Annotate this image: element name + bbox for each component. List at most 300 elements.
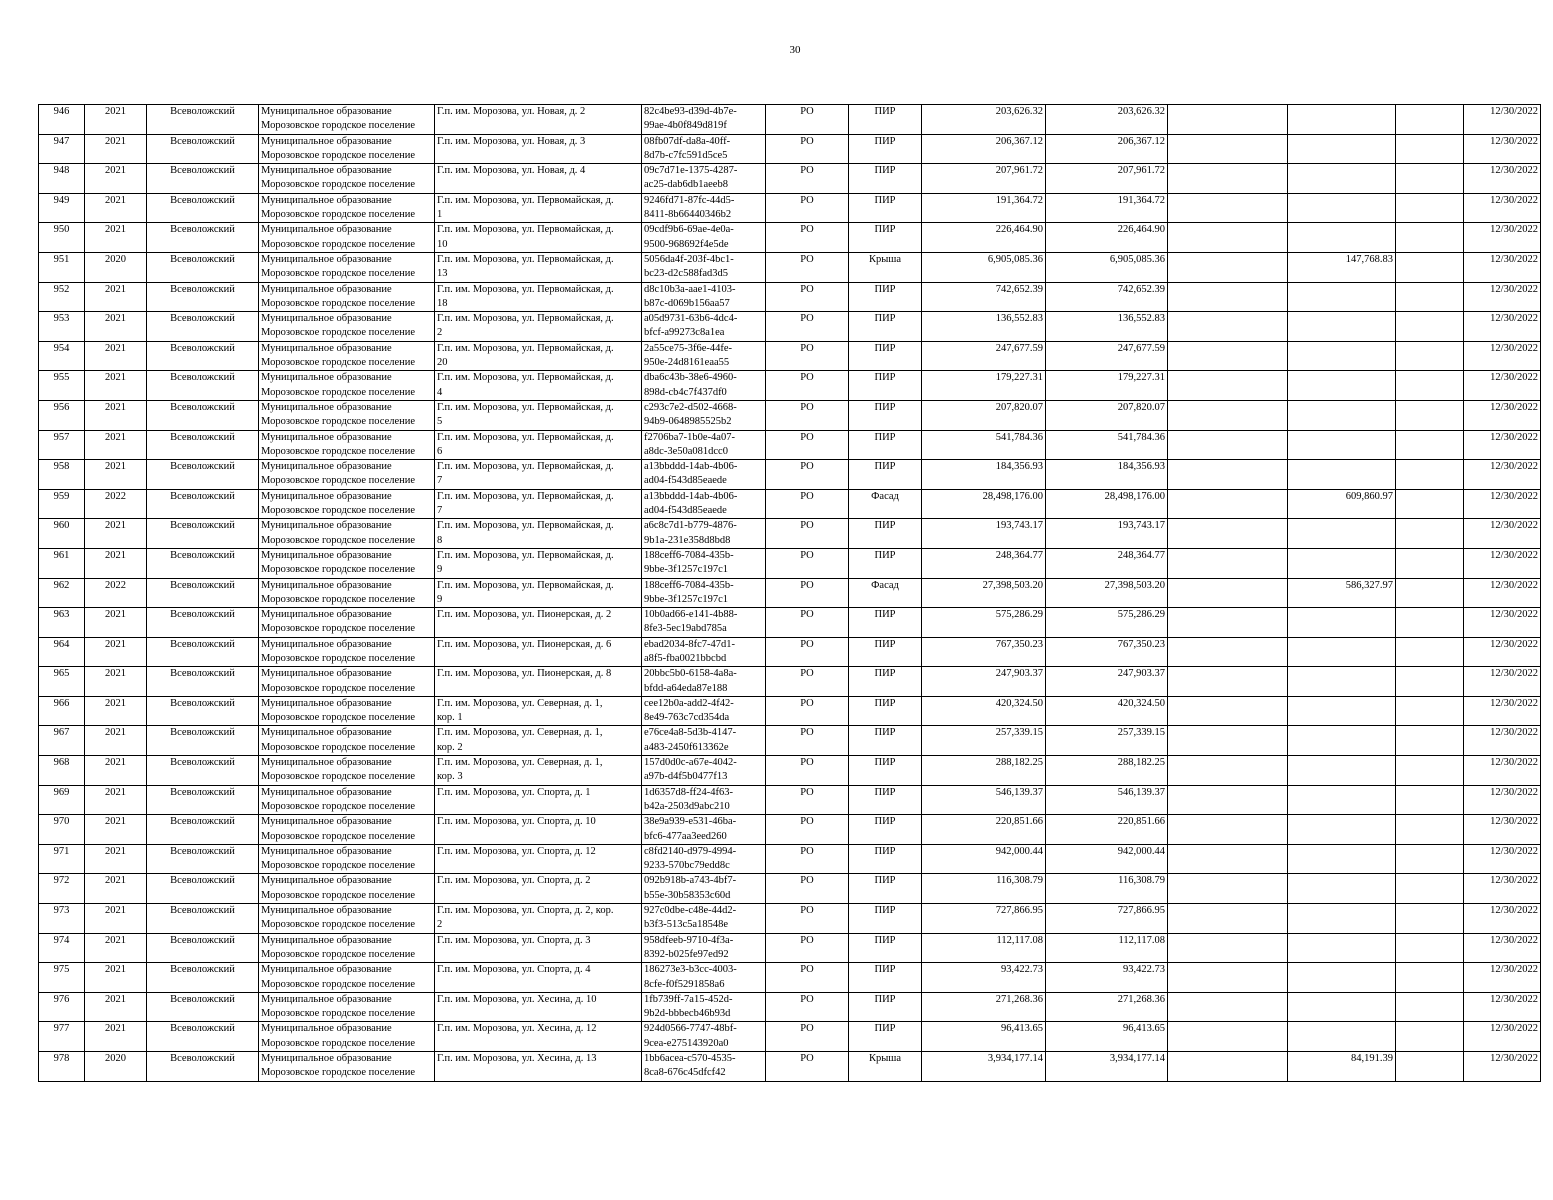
district-cell-line: Всеволожский [170, 638, 235, 650]
year-cell [85, 963, 147, 993]
cost-total-cell-line: 184,356.93 [1117, 461, 1165, 473]
municipality-cell-line: Муниципальное образование [261, 638, 392, 650]
cost-cell-line: 136,552.83 [995, 313, 1043, 325]
district-cell-line: Всеволожский [170, 549, 235, 561]
year-cell [85, 992, 147, 1022]
cost-total-cell [1046, 815, 1168, 845]
row-number [39, 460, 85, 490]
extra-cell-1 [1168, 223, 1288, 253]
address-cell [435, 134, 642, 164]
guid-cell-line: ad04-f543d85eaede [644, 475, 727, 487]
table-row [39, 252, 1541, 282]
source-cell [766, 608, 849, 638]
address-cell-line: 13 [437, 268, 448, 280]
row-number-line: 972 [53, 875, 70, 887]
guid-cell-line: 8392-b025fe97ed92 [644, 948, 729, 960]
guid-cell-line: 9246fd71-87fc-44d5- [644, 194, 735, 206]
municipality-cell-line: Морозовское городское поселение [261, 978, 416, 990]
table-row [39, 785, 1541, 815]
address-cell [435, 756, 642, 786]
supervision-cost-cell [1288, 608, 1396, 638]
row-number [39, 252, 85, 282]
work-type-cell [849, 1022, 922, 1052]
date-cell [1464, 400, 1541, 430]
source-cell [766, 105, 849, 135]
cost-cell-line: 3,934,177.14 [987, 1053, 1043, 1064]
municipality-cell-line: Муниципальное образование [261, 283, 392, 295]
municipality-cell-line: Муниципальное образование [261, 342, 392, 354]
extra-cell-1 [1168, 134, 1288, 164]
guid-cell [642, 933, 766, 963]
cost-cell [922, 578, 1046, 608]
work-type-cell-line: ПИР [874, 816, 896, 828]
supervision-cost-cell [1288, 489, 1396, 519]
municipality-cell-line: Муниципальное образование [261, 816, 392, 828]
source-cell [766, 992, 849, 1022]
guid-cell-line: bfc6-477aa3eed260 [644, 830, 727, 842]
cost-cell-line: 742,652.39 [995, 283, 1043, 295]
district-cell-line: Всеволожский [170, 461, 235, 473]
supervision-cost-cell [1288, 785, 1396, 815]
row-number [39, 371, 85, 401]
year-cell-line: 2021 [105, 609, 126, 621]
extra-cell-1 [1168, 933, 1288, 963]
cost-cell [922, 371, 1046, 401]
date-cell-line: 12/30/2022 [1490, 816, 1538, 828]
guid-cell-line: a8dc-3e50a081dcc0 [644, 445, 728, 457]
year-cell-line: 2020 [105, 253, 126, 265]
work-type-cell [849, 489, 922, 519]
year-cell [85, 815, 147, 845]
year-cell [85, 1052, 147, 1082]
cost-total-cell-line: 27,398,503.20 [1104, 579, 1165, 591]
date-cell-line: 12/30/2022 [1490, 727, 1538, 739]
year-cell [85, 282, 147, 312]
row-number-line: 966 [53, 697, 70, 709]
district-cell [147, 548, 259, 578]
district-cell [147, 637, 259, 667]
municipality-cell-line: Муниципальное образование [261, 934, 392, 946]
address-cell-line: Г.п. им. Морозова, ул. Пионерская, д. 2 [437, 609, 612, 621]
date-cell-line: 12/30/2022 [1490, 461, 1538, 473]
table-row [39, 519, 1541, 549]
year-cell-line: 2021 [105, 786, 126, 798]
municipality-cell-line: Муниципальное образование [261, 549, 392, 561]
cost-cell-line: 184,356.93 [995, 461, 1043, 473]
work-type-cell-line: ПИР [874, 431, 896, 443]
cost-cell-line: 541,784.36 [995, 431, 1043, 443]
extra-cell-3 [1396, 992, 1464, 1022]
extra-cell-3 [1396, 696, 1464, 726]
municipality-cell-line: Морозовское городское поселение [261, 475, 416, 487]
guid-cell-line: ad04-f543d85eaede [644, 505, 727, 517]
row-number-line: 969 [53, 786, 70, 798]
district-cell [147, 667, 259, 697]
municipality-cell-line: Морозовское городское поселение [261, 1008, 416, 1020]
cost-cell-line: 247,903.37 [995, 668, 1043, 680]
row-number [39, 726, 85, 756]
district-cell [147, 608, 259, 638]
work-type-cell [849, 371, 922, 401]
address-cell-line: 4 [437, 386, 443, 398]
guid-cell-line: 82c4be93-d39d-4b7e- [644, 106, 737, 117]
year-cell-line: 2021 [105, 697, 126, 709]
address-cell [435, 105, 642, 135]
page-number: 30 [789, 44, 801, 56]
guid-cell [642, 578, 766, 608]
municipality-cell-line: Муниципальное образование [261, 697, 392, 709]
guid-cell-line: 958dfeeb-9710-4f3a- [644, 934, 734, 946]
municipality-cell [259, 904, 435, 934]
row-number-line: 947 [53, 135, 70, 147]
municipality-cell [259, 312, 435, 342]
guid-cell-line: 1d6357d8-ff24-4f63- [644, 786, 734, 798]
municipality-cell-line: Муниципальное образование [261, 609, 392, 621]
year-cell-line: 2021 [105, 520, 126, 532]
cost-cell-line: 727,866.95 [995, 905, 1043, 917]
source-cell-line: РО [800, 342, 814, 354]
date-cell-line: 12/30/2022 [1490, 964, 1538, 976]
year-cell-line: 2021 [105, 638, 126, 650]
date-cell-line: 12/30/2022 [1490, 1023, 1538, 1035]
municipality-cell-line: Морозовское городское поселение [261, 416, 416, 428]
cost-cell [922, 1052, 1046, 1082]
extra-cell-3 [1396, 963, 1464, 993]
year-cell-line: 2021 [105, 135, 126, 147]
cost-total-cell-line: 220,851.66 [1117, 816, 1165, 828]
year-cell-line: 2021 [105, 165, 126, 177]
date-cell [1464, 785, 1541, 815]
guid-cell [642, 726, 766, 756]
cost-total-cell [1046, 933, 1168, 963]
address-cell-line: Г.п. им. Морозова, ул. Спорта, д. 2 [437, 875, 591, 887]
row-number-line: 954 [53, 342, 70, 354]
cost-total-cell [1046, 1022, 1168, 1052]
table-row [39, 1022, 1541, 1052]
address-cell [435, 874, 642, 904]
guid-cell-line: 188ceff6-7084-435b- [644, 579, 734, 591]
source-cell [766, 312, 849, 342]
date-cell [1464, 223, 1541, 253]
date-cell [1464, 963, 1541, 993]
date-cell [1464, 756, 1541, 786]
cost-total-cell [1046, 400, 1168, 430]
source-cell-line: РО [800, 934, 814, 946]
municipality-cell-line: Морозовское городское поселение [261, 741, 416, 753]
date-cell-line: 12/30/2022 [1490, 313, 1538, 325]
district-cell [147, 134, 259, 164]
extra-cell-1 [1168, 164, 1288, 194]
work-type-cell [849, 460, 922, 490]
district-cell [147, 1052, 259, 1082]
municipality-cell [259, 519, 435, 549]
source-cell-line: РО [800, 964, 814, 976]
cost-total-cell [1046, 904, 1168, 934]
date-cell [1464, 312, 1541, 342]
district-cell-line: Всеволожский [170, 253, 235, 265]
cost-total-cell [1046, 637, 1168, 667]
district-cell-line: Всеволожский [170, 727, 235, 739]
row-number-line: 955 [53, 372, 70, 384]
table-row [39, 696, 1541, 726]
row-number [39, 785, 85, 815]
supervision-cost-cell [1288, 637, 1396, 667]
supervision-cost-cell [1288, 815, 1396, 845]
table-body [39, 105, 1541, 1082]
cost-cell [922, 105, 1046, 135]
guid-cell-line: c8fd2140-d979-4994- [644, 845, 737, 857]
district-cell-line: Всеволожский [170, 964, 235, 976]
municipality-cell [259, 1022, 435, 1052]
district-cell [147, 963, 259, 993]
district-cell [147, 726, 259, 756]
row-number [39, 963, 85, 993]
guid-cell-line: 1fb739ff-7a15-452d- [644, 993, 733, 1005]
row-number-line: 953 [53, 313, 70, 325]
address-cell-line: 9 [437, 593, 443, 605]
date-cell-line: 12/30/2022 [1490, 224, 1538, 236]
district-cell [147, 756, 259, 786]
cost-total-cell [1046, 963, 1168, 993]
extra-cell-1 [1168, 460, 1288, 490]
cost-cell-line: 27,398,503.20 [982, 579, 1043, 591]
guid-cell [642, 637, 766, 667]
work-type-cell [849, 608, 922, 638]
district-cell-line: Всеволожский [170, 786, 235, 798]
date-cell-line: 12/30/2022 [1490, 401, 1538, 413]
work-type-cell-line: Крыша [868, 1053, 902, 1064]
guid-cell-line: 8cfe-f0f5291858a6 [644, 978, 725, 990]
address-cell [435, 489, 642, 519]
address-cell-line: Г.п. им. Морозова, ул. Хесина, д. 12 [437, 1023, 597, 1035]
guid-cell-line: 1bb6acea-c570-4535- [644, 1053, 736, 1064]
year-cell [85, 460, 147, 490]
address-cell-line: Г.п. им. Морозова, ул. Новая, д. 3 [437, 135, 586, 147]
district-cell [147, 874, 259, 904]
municipality-cell-line: Морозовское городское поселение [261, 712, 416, 724]
extra-cell-3 [1396, 371, 1464, 401]
address-cell-line: Г.п. им. Морозова, ул. Первомайская, д. [437, 520, 614, 532]
municipality-cell-line: Морозовское городское поселение [261, 386, 416, 398]
guid-cell-line: ac25-dab6db1aeeb8 [644, 179, 728, 191]
work-type-cell-line: ПИР [874, 135, 896, 147]
row-number [39, 667, 85, 697]
work-type-cell-line: ПИР [874, 668, 896, 680]
district-cell-line: Всеволожский [170, 165, 235, 177]
work-type-cell-line: ПИР [874, 342, 896, 354]
municipality-cell-line: Морозовское городское поселение [261, 505, 416, 517]
source-cell-line: РО [800, 520, 814, 532]
address-cell-line: Г.п. им. Морозова, ул. Пионерская, д. 8 [437, 668, 612, 680]
extra-cell-3 [1396, 637, 1464, 667]
cost-cell [922, 312, 1046, 342]
guid-cell-line: b87c-d069b156aa57 [644, 297, 730, 309]
district-cell-line: Всеволожский [170, 520, 235, 532]
extra-cell-1 [1168, 252, 1288, 282]
year-cell-line: 2021 [105, 668, 126, 680]
guid-cell-line: 08fb07df-da8a-40ff- [644, 135, 731, 147]
year-cell [85, 252, 147, 282]
cost-cell-line: 93,422.73 [1001, 964, 1043, 976]
address-cell [435, 992, 642, 1022]
work-type-cell [849, 548, 922, 578]
row-number [39, 578, 85, 608]
source-cell [766, 963, 849, 993]
municipality-cell-line: Морозовское городское поселение [261, 209, 416, 221]
guid-cell [642, 371, 766, 401]
extra-cell-3 [1396, 282, 1464, 312]
extra-cell-1 [1168, 815, 1288, 845]
district-cell-line: Всеволожский [170, 342, 235, 354]
cost-cell-line: 207,961.72 [995, 165, 1043, 177]
source-cell-line: РО [800, 1023, 814, 1035]
district-cell [147, 164, 259, 194]
date-cell-line: 12/30/2022 [1490, 875, 1538, 887]
address-cell-line: Г.п. им. Морозова, ул. Спорта, д. 3 [437, 934, 591, 946]
cost-total-cell [1046, 223, 1168, 253]
cost-cell-line: 220,851.66 [995, 816, 1043, 828]
address-cell-line: Г.п. им. Морозова, ул. Спорта, д. 1 [437, 786, 591, 798]
row-number [39, 815, 85, 845]
work-type-cell-line: ПИР [874, 165, 896, 177]
year-cell [85, 608, 147, 638]
date-cell [1464, 904, 1541, 934]
municipality-cell-line: Муниципальное образование [261, 1023, 392, 1035]
row-number [39, 548, 85, 578]
address-cell-line: 7 [437, 475, 443, 487]
work-type-cell [849, 963, 922, 993]
row-number-line: 965 [53, 668, 70, 680]
source-cell [766, 637, 849, 667]
register-table [38, 104, 1541, 1082]
extra-cell-1 [1168, 756, 1288, 786]
cost-total-cell [1046, 726, 1168, 756]
source-cell-line: РО [800, 283, 814, 295]
district-cell-line: Всеволожский [170, 816, 235, 828]
source-cell-line: РО [800, 579, 814, 591]
date-cell [1464, 874, 1541, 904]
source-cell [766, 756, 849, 786]
year-cell [85, 785, 147, 815]
extra-cell-3 [1396, 815, 1464, 845]
guid-cell [642, 460, 766, 490]
cost-cell-line: 420,324.50 [995, 697, 1043, 709]
source-cell [766, 696, 849, 726]
date-cell-line: 12/30/2022 [1490, 549, 1538, 561]
date-cell [1464, 1052, 1541, 1082]
supervision-cost-cell [1288, 726, 1396, 756]
supervision-cost-cell-line: 586,327.97 [1345, 579, 1393, 591]
year-cell [85, 164, 147, 194]
municipality-cell-line: Муниципальное образование [261, 490, 392, 502]
guid-cell-line: 950e-24d8161eaa55 [644, 357, 730, 369]
guid-cell-line: 8e49-763c7cd354da [644, 712, 730, 724]
guid-cell-line: a13bbddd-14ab-4b06- [644, 461, 738, 473]
row-number [39, 282, 85, 312]
extra-cell-1 [1168, 667, 1288, 697]
table-row [39, 726, 1541, 756]
year-cell-line: 2021 [105, 964, 126, 976]
supervision-cost-cell-line: 84,191.39 [1351, 1053, 1393, 1064]
cost-total-cell-line: 207,961.72 [1117, 165, 1165, 177]
district-cell [147, 371, 259, 401]
guid-cell-line: 8d7b-c7fc591d5ce5 [644, 149, 728, 161]
extra-cell-3 [1396, 844, 1464, 874]
cost-total-cell-line: 257,339.15 [1117, 727, 1165, 739]
address-cell-line: Г.п. им. Морозова, ул. Первомайская, д. [437, 549, 614, 561]
work-type-cell-line: ПИР [874, 786, 896, 798]
address-cell-line: 2 [437, 327, 443, 339]
row-number [39, 933, 85, 963]
municipality-cell [259, 252, 435, 282]
cost-total-cell-line: 248,364.77 [1117, 549, 1165, 561]
guid-cell-line: 5056da4f-203f-4bc1- [644, 253, 734, 265]
source-cell-line: РО [800, 609, 814, 621]
guid-cell-line: 20bbc5b0-6158-4a8a- [644, 668, 737, 680]
district-cell-line: Всеволожский [170, 1053, 235, 1064]
district-cell-line: Всеволожский [170, 490, 235, 502]
district-cell [147, 785, 259, 815]
supervision-cost-cell [1288, 519, 1396, 549]
cost-total-cell [1046, 164, 1168, 194]
district-cell [147, 430, 259, 460]
cost-cell-line: 191,364.72 [995, 194, 1043, 206]
municipality-cell [259, 756, 435, 786]
year-cell-line: 2021 [105, 993, 126, 1005]
year-cell-line: 2021 [105, 106, 126, 117]
district-cell [147, 312, 259, 342]
district-cell-line: Всеволожский [170, 224, 235, 236]
address-cell-line: 2 [437, 919, 443, 931]
work-type-cell [849, 815, 922, 845]
extra-cell-3 [1396, 341, 1464, 371]
address-cell-line: кор. 2 [437, 741, 463, 753]
guid-cell-line: 9bbe-3f1257c197c1 [644, 564, 728, 576]
source-cell [766, 1052, 849, 1082]
municipality-cell [259, 933, 435, 963]
work-type-cell [849, 874, 922, 904]
district-cell-line: Всеволожский [170, 135, 235, 147]
municipality-cell [259, 134, 435, 164]
source-cell [766, 489, 849, 519]
municipality-cell-line: Муниципальное образование [261, 757, 392, 769]
address-cell-line: Г.п. им. Морозова, ул. Спорта, д. 12 [437, 845, 596, 857]
year-cell [85, 134, 147, 164]
cost-cell [922, 696, 1046, 726]
extra-cell-3 [1396, 667, 1464, 697]
district-cell [147, 460, 259, 490]
date-cell-line: 12/30/2022 [1490, 342, 1538, 354]
cost-total-cell-line: 191,364.72 [1117, 194, 1165, 206]
supervision-cost-cell [1288, 1052, 1396, 1082]
address-cell [435, 726, 642, 756]
municipality-cell [259, 282, 435, 312]
row-number-line: 976 [53, 993, 70, 1005]
source-cell [766, 815, 849, 845]
guid-cell [642, 164, 766, 194]
address-cell [435, 933, 642, 963]
work-type-cell [849, 341, 922, 371]
work-type-cell-line: ПИР [874, 845, 896, 857]
row-number [39, 193, 85, 223]
municipality-cell-line: Муниципальное образование [261, 224, 392, 236]
district-cell-line: Всеволожский [170, 875, 235, 887]
municipality-cell-line: Муниципальное образование [261, 579, 392, 591]
municipality-cell [259, 637, 435, 667]
row-number-line: 946 [53, 106, 70, 117]
supervision-cost-cell [1288, 252, 1396, 282]
date-cell [1464, 815, 1541, 845]
